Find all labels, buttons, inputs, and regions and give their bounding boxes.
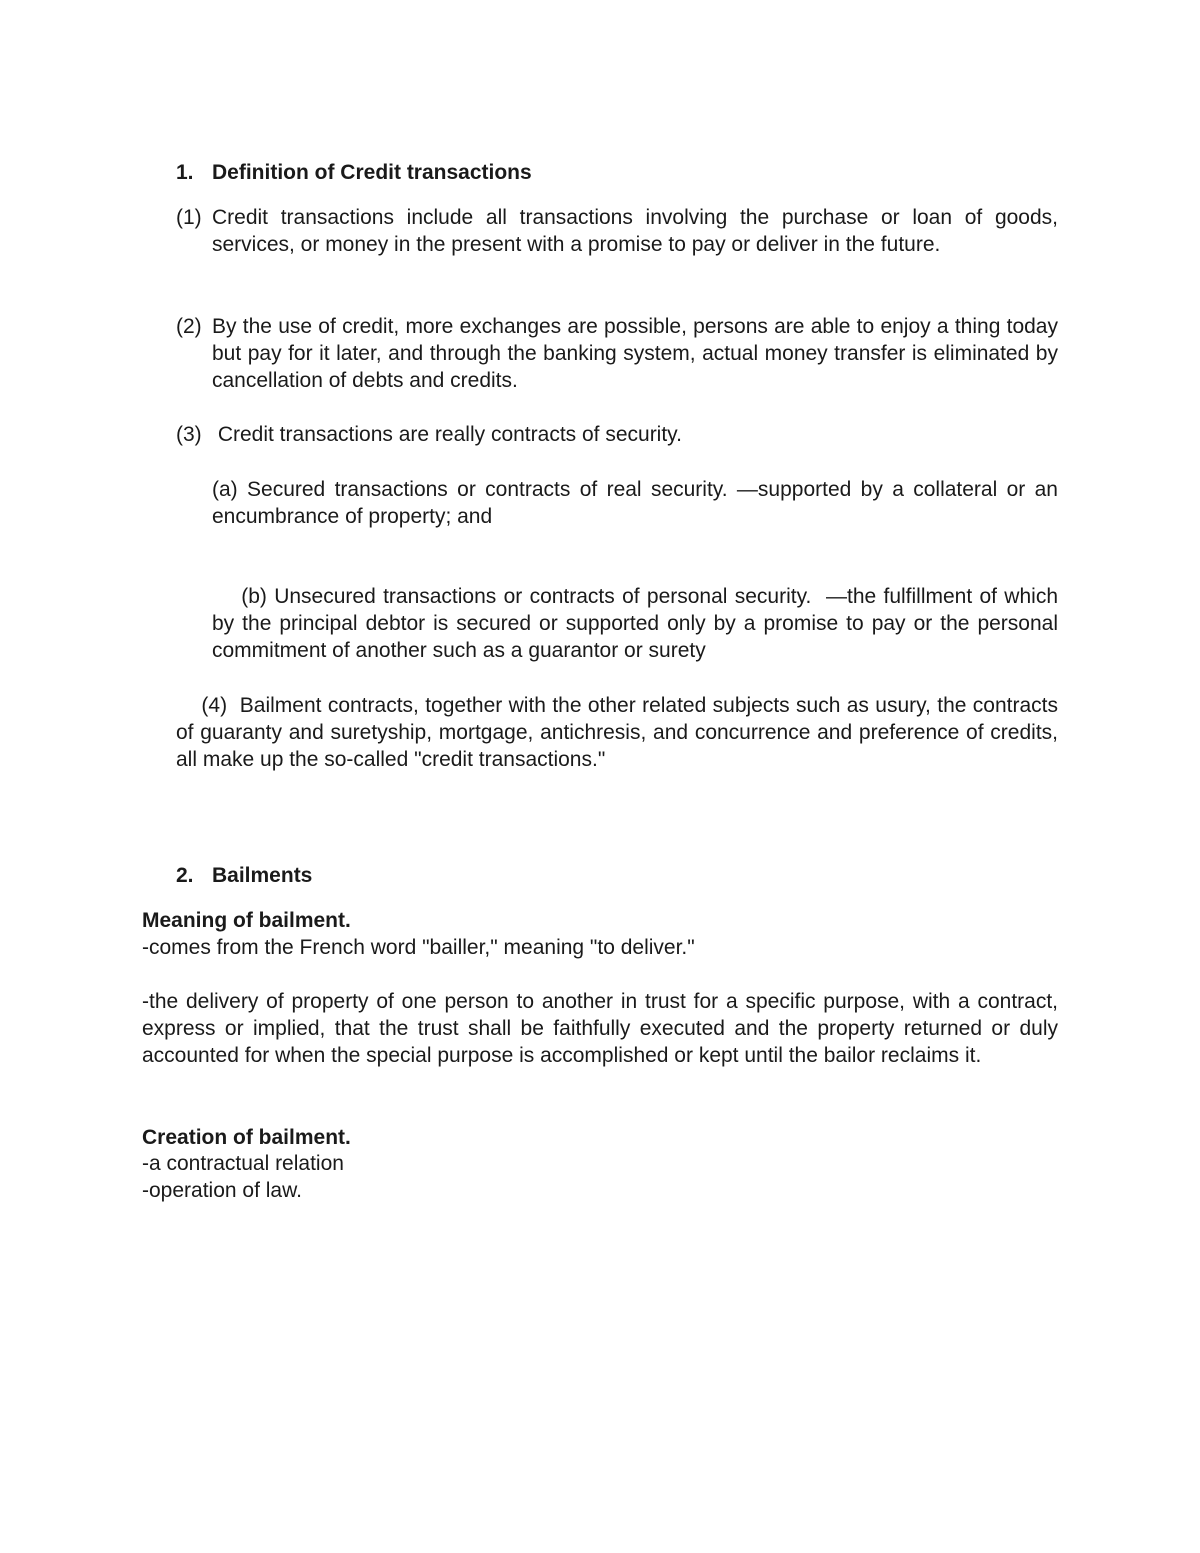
section-2-number: 2. xyxy=(176,864,194,887)
list-item-text: Credit transactions are really contracts of security. xyxy=(212,423,682,446)
list-item-label: (3) xyxy=(176,423,202,446)
section-1-number: 1. xyxy=(176,161,194,184)
list-item xyxy=(176,313,1058,394)
list-item-text: Credit transactions include all transactions involving the purchase or loan of goods, services, or money in the present with a promise to pay or deliver in the future. xyxy=(212,206,1058,256)
list-item-text: By the use of credit, more exchanges are possible, persons are able to enjoy a thing today but pay for it later, and through the banking system, actual money transfer is eliminated by cancellation of debts and credits. xyxy=(212,315,1058,392)
sub-item-text: (b) Unsecured transactions or contracts of personal security. —the fulfillment of which by the principal debtor is secured or supported only by a promise to pay or the personal commitment of another such as a guarantor or surety xyxy=(212,585,1064,662)
creation-heading-text: Creation of bailment. xyxy=(142,1126,351,1149)
list-item xyxy=(176,421,1058,448)
section-1-heading xyxy=(176,159,1056,186)
list-item-label: (2) xyxy=(176,315,202,338)
list-item-label: (1) xyxy=(176,206,202,229)
section-2-heading xyxy=(176,862,1056,889)
sub-item-text: (a) Secured transactions or contracts of real security. —supported by a collateral or an encumbrance of property; and xyxy=(212,478,1058,528)
meaning-heading-text: Meaning of bailment. xyxy=(142,909,351,932)
meaning-paragraph xyxy=(142,988,1058,1069)
creation-line: -a contractual relation xyxy=(142,1152,344,1175)
list-item-4 xyxy=(176,665,1064,800)
meaning-line xyxy=(142,934,1058,961)
list-item xyxy=(176,204,1058,258)
sub-item-a xyxy=(212,476,1058,530)
section-1-title: Definition of Credit transactions xyxy=(212,161,532,184)
meaning-line-text: -comes from the French word "bailler," meaning "to deliver." xyxy=(142,936,695,959)
creation-heading xyxy=(142,1124,1042,1151)
creation-list xyxy=(142,1150,1042,1204)
meaning-paragraph-text: -the delivery of property of one person to another in trust for a specific purpose, with a contract, express or implied, that the trust shall be faithfully executed and the property returned or duly accounted for when the special purpose is accomplished or kept until the bailor reclaims it. xyxy=(142,990,1058,1067)
creation-line: -operation of law. xyxy=(142,1179,302,1202)
meaning-heading xyxy=(142,907,1042,934)
list-item-text: (4) Bailment contracts, together with the other related subjects such as usury, the contracts of guaranty and suretyship, mortgage, antichresis, and concurrence and preference of credits, all make up the so-called "credit transactions." xyxy=(176,694,1064,771)
section-2-title: Bailments xyxy=(212,864,313,887)
